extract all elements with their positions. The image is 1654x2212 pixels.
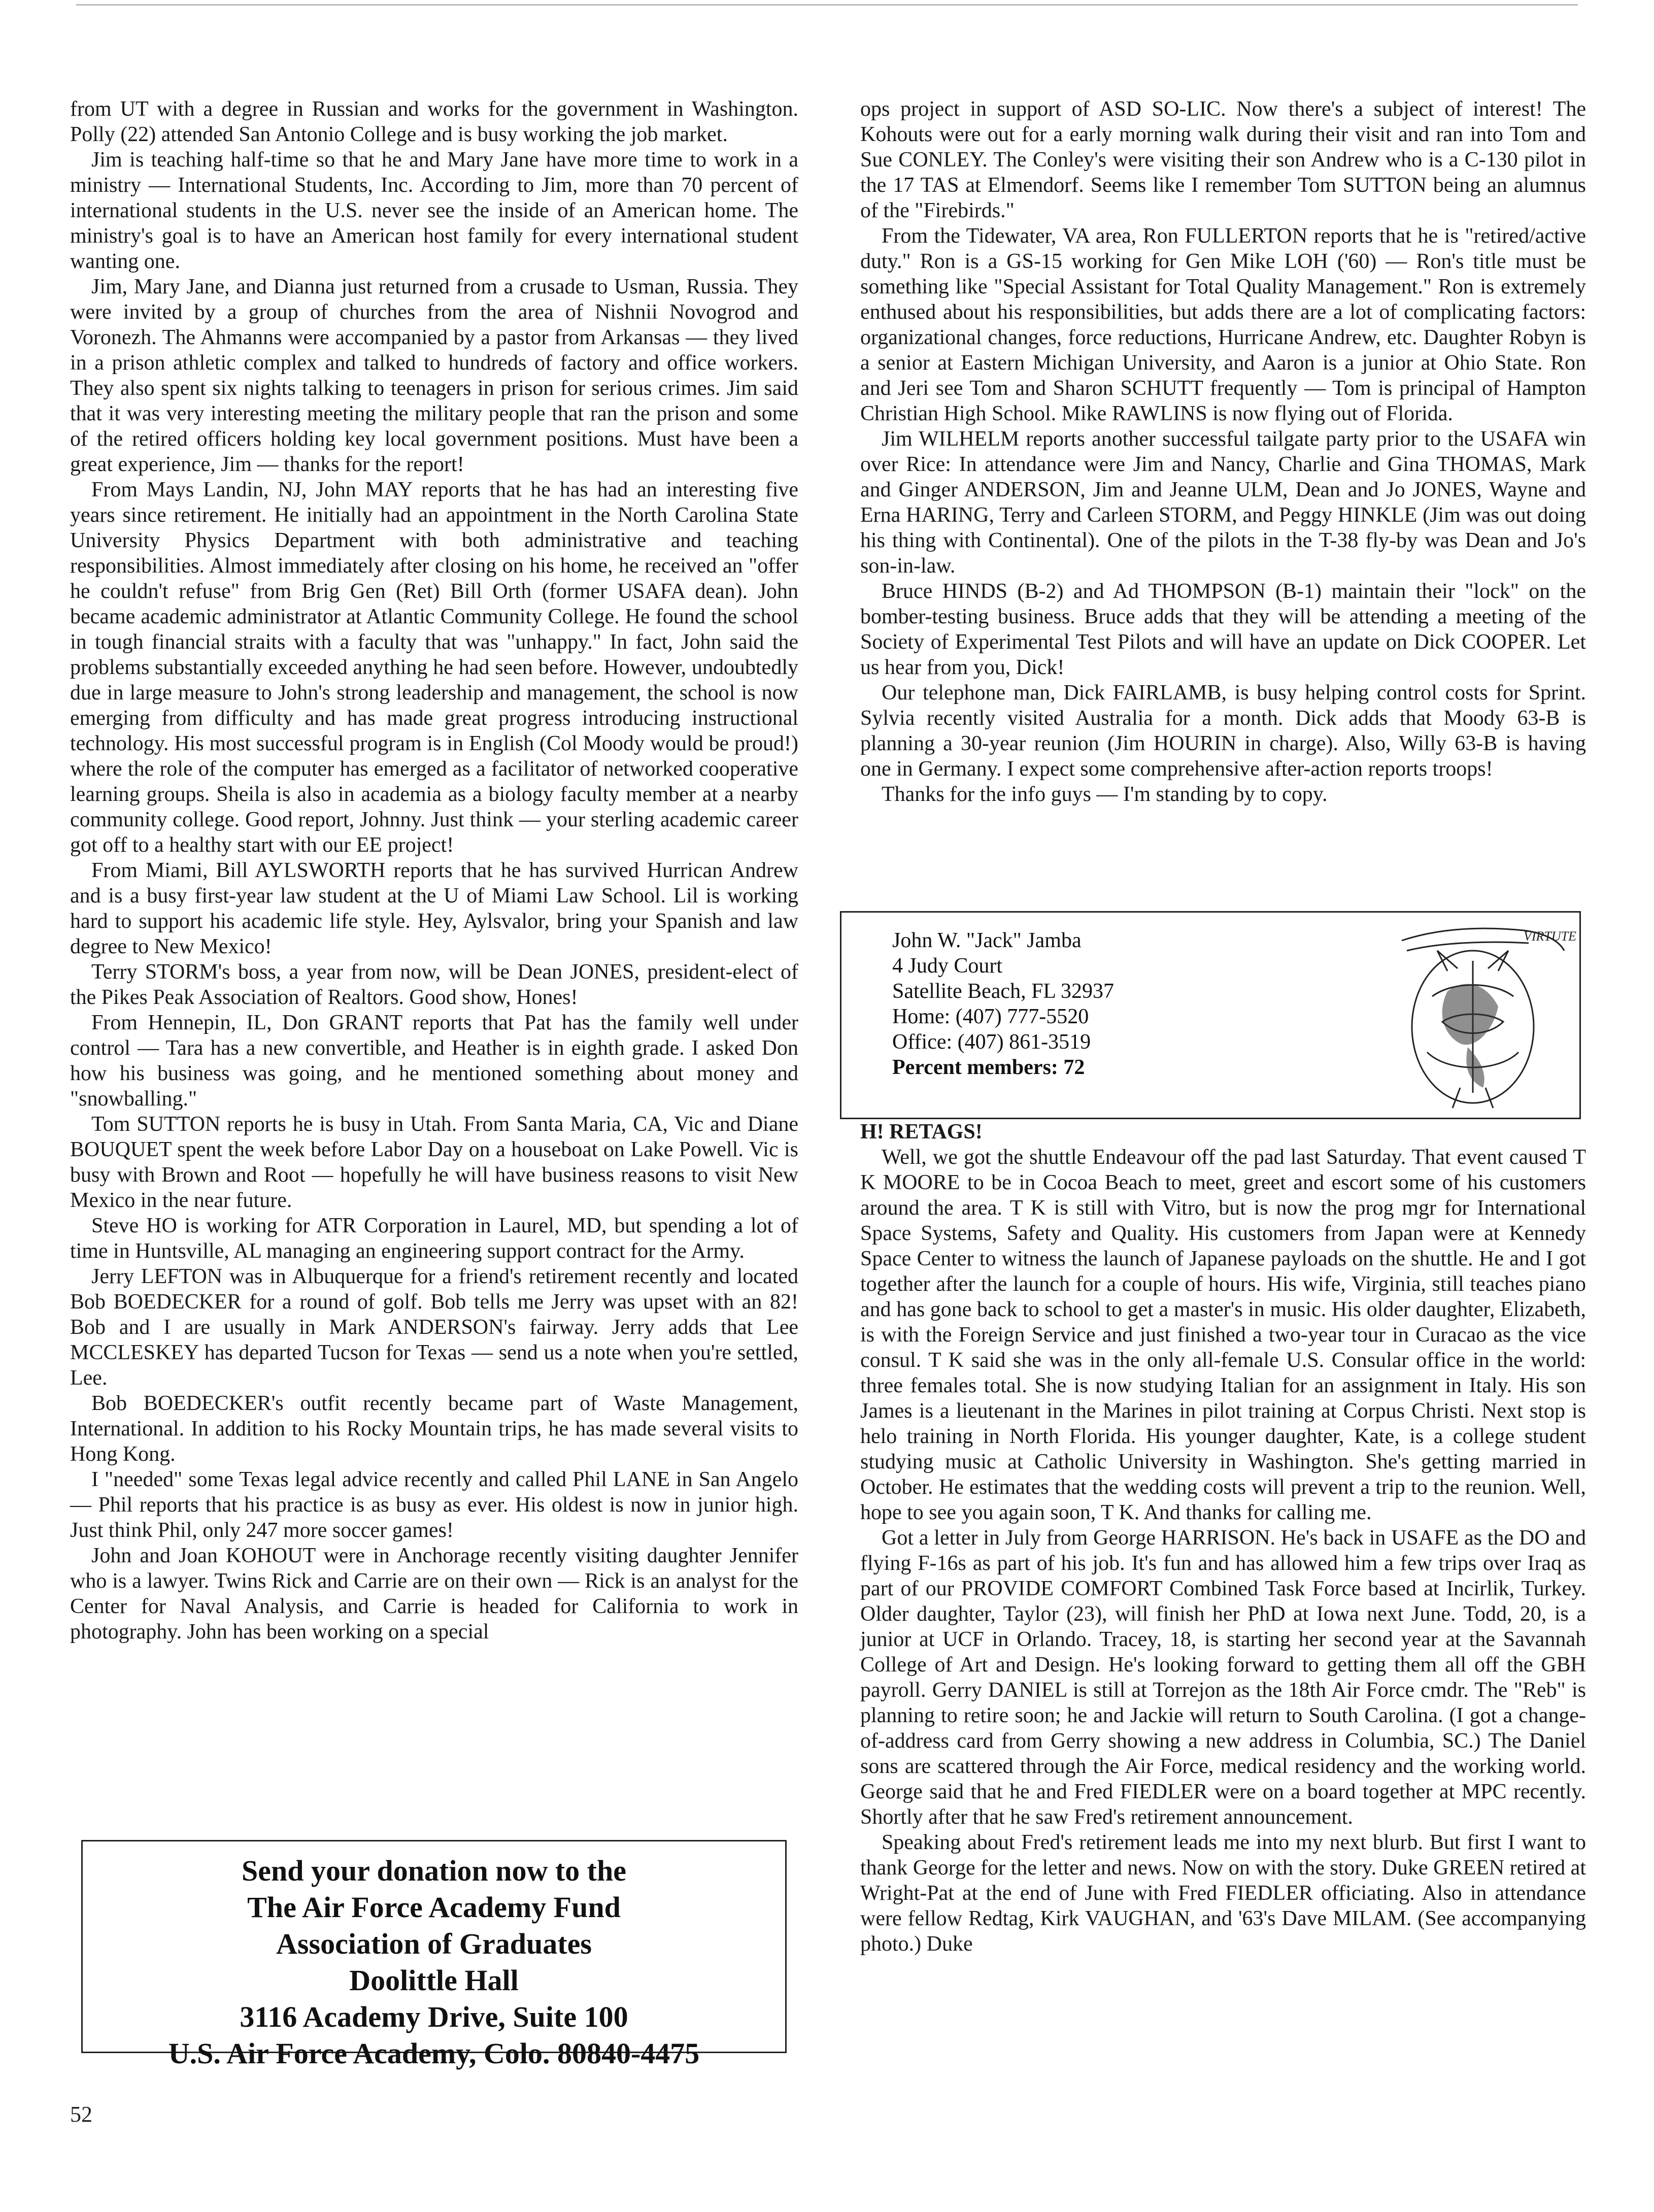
left-paragraph: Jerry LEFTON was in Albuquerque for a friend's retirement recently and located Bob BOEDECKER for a round of golf. Bob tells me Jerry was upset with an 82! Bob and I are usually in Mark ANDERSON's fairway. Jerry adds that Lee MCCLESKEY has departed Tucson for Texas — send us a note when you're settled, Lee. [70, 1265, 798, 1390]
contact-office-phone: Office: (407) 861-3519 [892, 1030, 1091, 1054]
class-scribe-contact-box [840, 911, 1581, 1119]
class-crest-icon [1371, 920, 1576, 1113]
page-number: 52 [70, 2102, 92, 2127]
top-rule [76, 4, 1578, 6]
right-column-top [860, 96, 1586, 807]
donation-box [81, 1840, 787, 2070]
donation-line: Doolittle Hall [349, 1964, 519, 1997]
right-paragraph: From the Tidewater, VA area, Ron FULLERTON reports that he is "retired/active duty." Ron is a GS-15 working for Gen Mike LOH ('60) — Ron's title must be something like "Special Assistant for Total Quality Management." Ron is extremely enthused about his responsibilities, but adds there are a lot of complicating factors: organizational changes, force reductions, Hurricane Andrew, etc. Daughter Robyn is a senior at Eastern Michigan University, and Aaron is a junior at Ohio State. Ron and Jeri see Tom and Sharon SCHUTT frequently — Tom is principal of Hampton Christian High School. Mike RAWLINS is now flying out of Florida. [860, 224, 1586, 425]
right-paragraph: ops project in support of ASD SO-LIC. Now there's a subject of interest! The Kohouts were out for a early morning walk during their visit and ran into Tom and Sue CONLEY. The Conley's were visiting their son Andrew who is a C-130 pilot in the 17 TAS at Elmendorf. Seems like I remember Tom SUTTON being an alumnus of the "Firebirds." [860, 97, 1586, 222]
left-paragraph: Steve HO is working for ATR Corporation in Laurel, MD, but spending a lot of time in Huntsville, AL managing an engineering support contract for the Army. [70, 1214, 798, 1263]
left-paragraph: Tom SUTTON reports he is busy in Utah. From Santa Maria, CA, Vic and Diane BOUQUET spent the week before Labor Day on a houseboat on Lake Powell. Vic is busy with Brown and Root — hopefully he will have business reasons to visit New Mexico in the near future. [70, 1113, 798, 1212]
left-paragraph: I "needed" some Texas legal advice recently and called Phil LANE in San Angelo — Phil reports that his practice is as busy as ever. His oldest is now in junior high. Just think Phil, only 247 more soccer games! [70, 1468, 798, 1542]
left-paragraph: from UT with a degree in Russian and works for the government in Washington. Polly (22) attended San Antonio College and is busy working the job market. [70, 97, 798, 146]
left-paragraph: From Miami, Bill AYLSWORTH reports that he has survived Hurrican Andrew and is a busy first-year law student at the U of Miami Law School. Lil is working hard to support his academic life style. Hey, Aylsvalor, bring your Spanish and law degree to New Mexico! [70, 859, 798, 958]
right-paragraph: Speaking about Fred's retirement leads me into my next blurb. But first I want to thank George for the letter and news. Now on with the story. Duke GREEN retired at Wright-Pat at the end of June with Fred FIEDLER officiating. Also in attendance were fellow Redtag, Kirk VAUGHAN, and '63's Dave MILAM. (See accompanying photo.) Duke [860, 1831, 1586, 1956]
right-paragraph: Our telephone man, Dick FAIRLAMB, is busy helping control costs for Sprint. Sylvia recently visited Australia for a month. Dick adds that Moody 63-B is planning a 30-year reunion (Jim HOURIN in charge). Also, Willy 63-B is having one in Germany. I expect some comprehensive after-action reports troops! [860, 681, 1586, 781]
right-paragraph: Well, we got the shuttle Endeavour off the pad last Saturday. That event caused T K MOORE to be in Cocoa Beach to meet, greet and escort some of his customers around the area. T K is still with Vitro, but is now the prog mgr for International Space Systems, Safety and Quality. His customers from Japan were at Kennedy Space Center to witness the launch of Japanese payloads on the shuttle. He and I got together after the launch for a couple of hours. His wife, Virginia, still teaches piano and has gone back to school to get a master's in music. His older daughter, Elizabeth, is with the Foreign Service and just finished a two-year tour in Curacao as the vice consul. T K said she was in the only all-female U.S. Consular office in the world: three females total. She is now studying Italian for an assignment in Italy. His son James is a lieutenant in the Marines in pilot training at Corpus Christi. Next stop is helo training in North Florida. His younger daughter, Kate, is a college student studying music at Catholic University in Washington. She's getting married in October. He estimates that the wedding costs will prevent a trip to the reunion. Well, hope to see you again soon, T K. And thanks for calling me. [860, 1146, 1586, 1524]
left-paragraph: Bob BOEDECKER's outfit recently became part of Waste Management, International. In addition to his Rocky Mountain trips, he has made several visits to Hong Kong. [70, 1392, 798, 1466]
donation-line: 3116 Academy Drive, Suite 100 [240, 2000, 628, 2033]
contact-name: John W. "Jack" Jamba [892, 929, 1082, 952]
right-paragraph: Bruce HINDS (B-2) and Ad THOMPSON (B-1) maintain their "lock" on the bomber-testing business. Bruce adds that they will be attending a meeting of the Society of Experimental Test Pilots and will have an update on Dick COOPER. Let us hear from you, Dick! [860, 580, 1586, 679]
left-paragraph: Terry STORM's boss, a year from now, will be Dean JONES, president-elect of the Pikes Peak Association of Realtors. Good show, Hones! [70, 960, 798, 1009]
left-paragraph: John and Joan KOHOUT were in Anchorage recently visiting daughter Jennifer who is a lawyer. Twins Rick and Carrie are on their own — Rick is an analyst for the Center for Naval Analysis, and Carrie is headed for California to work in photography. John has been working on a special [70, 1544, 798, 1644]
right-paragraph: Jim WILHELM reports another successful tailgate party prior to the USAFA win over Rice: In attendance were Jim and Nancy, Charlie and Gina THOMAS, Mark and Ginger ANDERSON, Jim and Jeanne ULM, Dean and Jo JONES, Wayne and Erna HARING, Terry and Carleen STORM, and Peggy HINKLE (Jim was out doing his thing with Continental). One of the pilots in the T-38 fly-by was Dean and Jo's son-in-law. [860, 427, 1586, 578]
section-heading: H! RETAGS! [860, 1120, 983, 1144]
donation-line: Send your donation now to the [242, 1854, 626, 1887]
right-paragraph: Got a letter in July from George HARRISON. He's back in USAFE as the DO and flying F-16s as part of his job. It's fun and has allowed him a few trips over Iraq as part of our PROVIDE COMFORT Combined Task Force based at Incirlik, Turkey. Older daughter, Taylor (23), will finish her PhD at Iowa next June. Todd, 20, is a junior at UCF in Orlando. Tracey, 18, is starting her second year at the Savannah College of Art and Design. He's looking forward to getting them all off the GBH payroll. Gerry DANIEL is still at Torrejon as the 18th Air Force cmdr. The "Reb" is planning to retire soon; he and Jackie will return to South Carolina. (I got a change-of-address card from Gerry showing a new address in Columbia, SC.) The Daniel sons are scattered through the Air Force, medical residency and the working world. George said that he and Fred FIEDLER were on a board together at MPC recently. Shortly after that he saw Fred's retirement announcement. [860, 1526, 1586, 1829]
contact-street: 4 Judy Court [892, 954, 1003, 978]
left-paragraph: Jim, Mary Jane, and Dianna just returned from a crusade to Usman, Russia. They were invited by a group of churches from the area of Nishnii Novogrod and Voronezh. The Ahmanns were accompanied by a pastor from Arkansas — they lived in a prison athletic complex and talked to hundreds of factory and office workers. They also spent six nights talking to teenagers in prison for serious crimes. Jim said that it was very interesting meeting the military people that ran the prison and some of the retired officers holding key local government positions. Must have been a great experience, Jim — thanks for the report! [70, 275, 798, 476]
donation-line: U.S. Air Force Academy, Colo. 80840-4475 [168, 2037, 700, 2070]
left-paragraph: Jim is teaching half-time so that he and Mary Jane have more time to work in a ministry — International Students, Inc. According to Jim, more than 70 percent of international students in the U.S. never see the inside of an American home. The ministry's goal is to have an American host family for every international student wanting one. [70, 148, 798, 273]
left-paragraph: From Hennepin, IL, Don GRANT reports that Pat has the family well under control — Tara has a new convertible, and Heather is in eighth grade. I asked Don how his business was going, and he mentioned something about money and "snowballing." [70, 1011, 798, 1111]
right-paragraph: Thanks for the info guys — I'm standing by to copy. [882, 783, 1328, 806]
left-paragraph: From Mays Landin, NJ, John MAY reports that he has had an interesting five years since retirement. He initially had an appointment in the North Carolina State University Physics Department with both administrative and teaching responsibilities. Almost immediately after closing on his home, he received an "offer he couldn't refuse" from Brig Gen (Ret) Bill Orth (former USAFA dean). John became academic administrator at Atlantic Community College. He found the school in tough financial straits with a faculty that was "unhappy." In fact, John said the problems substantially exceeded anything he had seen before. However, undoubtedly due in large measure to John's strong leadership and management, the school is now emerging from difficulty and has made great progress introducing instructional technology. His most successful program is in English (Col Moody would be proud!) where the role of the computer has emerged as a facilitator of networked cooperative learning groups. Sheila is also in academia as a biology faculty member at a nearby community college. Good report, Johnny. Just think — your sterling academic career got off to a healthy start with our EE project! [70, 478, 798, 857]
percent-members: Percent members: 72 [892, 1056, 1085, 1079]
right-column-bottom [860, 1119, 1586, 1957]
donation-line: The Air Force Academy Fund [247, 1891, 621, 1924]
contact-details [892, 928, 1114, 1080]
crest-motto: VIRTUTE [1524, 929, 1576, 944]
donation-line: Association of Graduates [276, 1927, 592, 1960]
contact-home-phone: Home: (407) 777-5520 [892, 1005, 1089, 1028]
left-column [70, 96, 798, 1645]
contact-city: Satellite Beach, FL 32937 [892, 980, 1115, 1003]
